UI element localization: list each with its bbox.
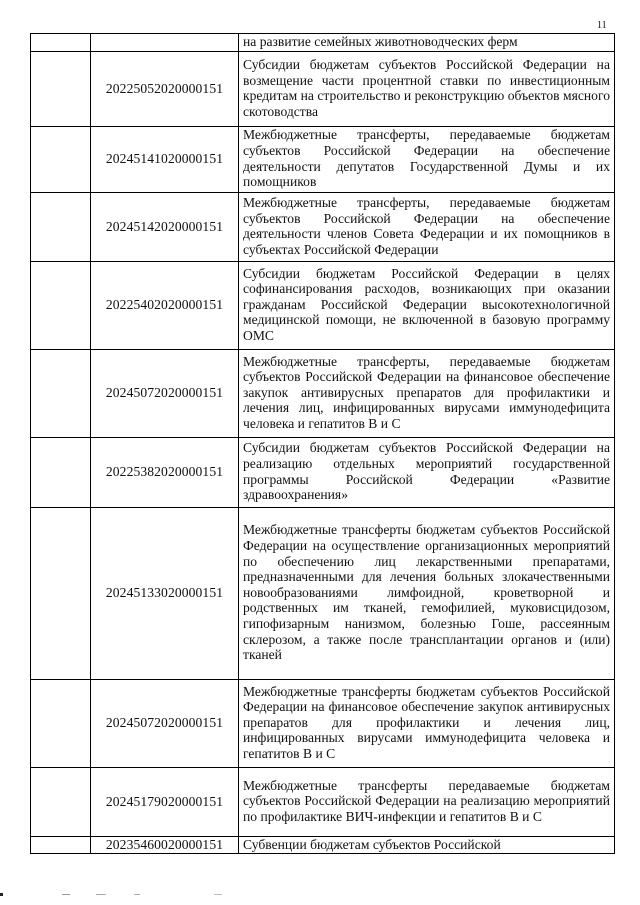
empty-cell [31, 507, 91, 679]
table-row [31, 836, 615, 854]
description-cell: на развитие семейных животноводческих ферм [239, 34, 615, 52]
empty-cell [31, 836, 91, 854]
budget-code-cell: 20235460020000151 [91, 836, 239, 854]
description-cell: Межбюджетные трансферты бюджетам субъектов Российской Федерации на осуществление организационных мероприятий по обеспечению лиц лекарственными препаратами, предназначенными для лечения больных злокачественными новообразованиями лимфоидной, кроветворной и родственных им тканей, гемофилией, муковисцидозом, гипофизарным нанизмом, болезнью Гоше, рассеянным склерозом, а также после трансплантации органов и (или) тканей [239, 507, 615, 679]
table-row [31, 767, 615, 836]
description-cell: Субсидии бюджетам субъектов Российской Федерации на возмещение части процентной ставки по инвестиционным кредитам на строительство и реконструкцию объектов мясного скотоводства [239, 51, 615, 126]
table-row [31, 126, 615, 192]
budget-code-cell: 20225382020000151 [91, 437, 239, 507]
table-body [31, 34, 615, 854]
description-cell: Межбюджетные трансферты передаваемые бюджетам субъектов Российской Федерации на реализацию мероприятий по профилактике ВИЧ-инфекции и гепатитов В и С [239, 767, 615, 836]
description-cell: Субвенции бюджетам субъектов Российской [239, 836, 615, 854]
budget-code-cell: 20245142020000151 [91, 192, 239, 261]
table-row [31, 261, 615, 349]
budget-classification-table [30, 33, 615, 854]
empty-cell [31, 767, 91, 836]
table-row [31, 679, 615, 767]
budget-code-cell: 20245072020000151 [91, 349, 239, 437]
budget-code-cell: 20245179020000151 [91, 767, 239, 836]
description-cell: Межбюджетные трансферты, передаваемые бюджетам субъектов Российской Федерации на обеспечение деятельности депутатов Государственной Думы и их помощников [239, 126, 615, 192]
budget-code-cell: 20245133020000151 [91, 507, 239, 679]
table-row [31, 192, 615, 261]
page-number: 11 [597, 20, 607, 31]
description-cell: Межбюджетные трансферты, передаваемые бюджетам субъектов Российской Федерации на финансовое обеспечение закупок антивирусных препаратов для профилактики и лечения лиц, инфицированных вирусами иммунодефицита человека и гепатитов В и С [239, 349, 615, 437]
description-cell: Межбюджетные трансферты, передаваемые бюджетам субъектов Российской Федерации на обеспечение деятельности членов Совета Федерации и их помощников в субъектах Российской Федерации [239, 192, 615, 261]
empty-cell [31, 126, 91, 192]
empty-cell [31, 34, 91, 52]
description-cell: Межбюджетные трансферты бюджетам субъектов Российской Федерации на финансовое обеспечение закупок антивирусных препаратов для профилактики и лечения лиц, инфицированных вирусами иммунодефицита человека и гепатитов В и С [239, 679, 615, 767]
empty-cell [31, 437, 91, 507]
scan-artifact-marks [0, 890, 640, 898]
description-cell: Субсидии бюджетам субъектов Российской Федерации на реализацию отдельных мероприятий государственной программы Российской Федерации «Развитие здравоохранения» [239, 437, 615, 507]
table-row [31, 349, 615, 437]
table-row [31, 437, 615, 507]
empty-cell [31, 679, 91, 767]
empty-cell [31, 349, 91, 437]
table-row [31, 51, 615, 126]
budget-code-cell: 20245141020000151 [91, 126, 239, 192]
empty-cell [31, 261, 91, 349]
description-cell: Субсидии бюджетам Российской Федерации в целях софинансирования расходов, возникающих при оказании гражданам Российской Федерации высокотехнологичной медицинской помощи, не включенной в базовую программу ОМС [239, 261, 615, 349]
empty-cell [31, 51, 91, 126]
budget-code-cell: 20225052020000151 [91, 51, 239, 126]
budget-code-cell: 20225402020000151 [91, 261, 239, 349]
table-row [31, 34, 615, 52]
budget-code-cell: 20245072020000151 [91, 679, 239, 767]
budget-code-cell [91, 34, 239, 52]
table-row [31, 507, 615, 679]
empty-cell [31, 192, 91, 261]
